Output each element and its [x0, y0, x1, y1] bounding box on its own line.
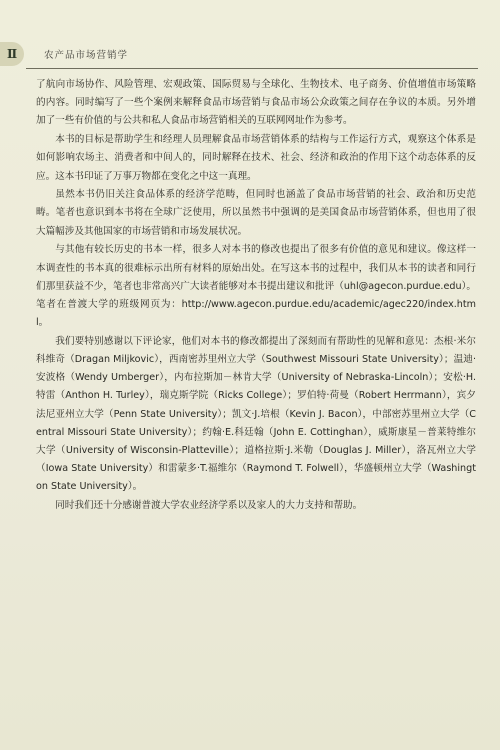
paragraph: 我们要特别感谢以下评论家，他们对本书的修改都提出了深刻而有帮助性的见解和意见：杰根·米尔科维奇（Dragan Miljkovic），西南密苏里州立大学（Southwest Missouri State University）；温迪·安波格（Wendy Umberger），内布拉斯加－林肯大学（University of Nebraska-Lincoln）；安松·H.特雷（Anthon H. Turley），瑞克斯学院（Ricks College）；罗伯特·荷曼（Robert Herrmann），宾夕法尼亚州立大学（Penn State University）；凯文·J.培根（Kevin J. Bacon），中部密苏里州立大学（Central Missouri State University）；约翰·E.科廷翰（John E. Cottinghan），威斯康星－普莱特维尔大学（University of Wisconsin-Platteville）；道格拉斯·J.米勒（Douglas J. Miller），洛瓦州立大学（Iowa State University）和雷蒙多·T.福维尔（Raymond T. Folwell），华盛顿州立大学（Washington State University）。: [36, 335, 476, 493]
page-number: Ⅱ: [6, 47, 18, 61]
header-rule: [26, 68, 478, 69]
body-text: [36, 76, 476, 515]
page-header: [0, 40, 500, 70]
page-number-badge: [0, 42, 24, 66]
paragraph: 同时我们还十分感谢普渡大学农业经济学系以及家人的大力支持和帮助。: [55, 500, 363, 512]
paragraph: 与其他有较长历史的书本一样，很多人对本书的修改也提出了很多有价值的意见和建议。像这样一本调查性的书本真的很难标示出所有材料的原始出处。在写这本书的过程中，我们从本书的读者和同行们那里获益不少，笔者也非常高兴广大读者能够对本书提出建议和批评（uhl@agecon.purdue.edu）。笔者在普渡大学的班级网页为：http://www.agecon.purdue.edu/academic/agec220/index.html。: [36, 244, 476, 329]
paragraph: 了航向市场协作、风险管理、宏观政策、国际贸易与全球化、生物技术、电子商务、价值增值市场策略的内容。同时编写了一些个案例来解释食品市场营销与食品市场公众政策之间存在争议的本质。另外增加了一些有价值的与公共和私人食品市场营销相关的互联网网址作为参考。: [36, 79, 476, 127]
paragraph: 本书的目标是帮助学生和经理人员理解食品市场营销体系的结构与工作运行方式，观察这个体系是如何影响农场主、消费者和中间人的，同时解释在技术、社会、经济和政治的作用下这个动态体系的反应。这本书印证了万事万物都在变化之中这一真理。: [36, 134, 476, 182]
running-head-title: 农产品市场营销学: [44, 50, 129, 61]
paragraph: 虽然本书仍旧关注食品体系的经济学范畴，但同时也涵盖了食品市场营销的社会、政治和历史范畴。笔者也意识到本书将在全球广泛使用，所以虽然书中强调的是美国食品市场营销体系，但也用了很大篇幅涉及其他国家的市场营销和市场发展状况。: [36, 189, 476, 237]
